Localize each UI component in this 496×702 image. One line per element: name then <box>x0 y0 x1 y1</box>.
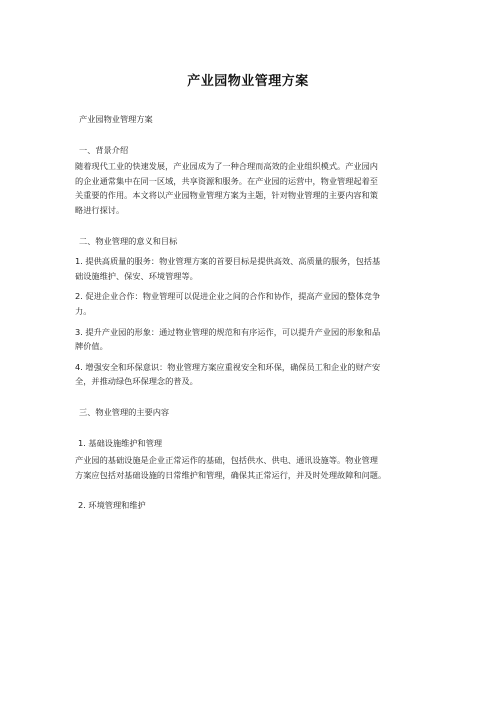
list-item-line: 础设施维护、保安、环境管理等。 <box>75 270 198 281</box>
list-item-line: 4. 增强安全和环保意识：物业管理方案应重视安全和环保，确保员工和企业的财产安 <box>75 361 381 372</box>
section-heading-background: 一、背景介绍 <box>79 144 129 155</box>
paragraph-line: 的企业通常集中在同一区域，共享资源和服务。在产业园的运营中，物业管理起着至 <box>75 175 378 186</box>
subsection-heading-infrastructure: 1. 基础设施维护和管理 <box>78 437 163 448</box>
document-body <box>75 112 427 513</box>
subsection-heading-environment: 2. 环境管理和维护 <box>78 500 146 511</box>
document-title: 产业园物业管理方案 <box>187 74 309 89</box>
paragraph-line: 随着现代工业的快速发展，产业园成为了一种合理而高效的企业组织模式。产业园内 <box>75 161 378 172</box>
list-item-line: 1. 提供高质量的服务：物业管理方案的首要目标是提供高效、高质量的服务，包括基 <box>75 256 381 267</box>
list-item-line: 牌价值。 <box>75 341 108 352</box>
list-item-line: 3. 提升产业园的形象：通过物业管理的规范和有序运作，可以提升产业园的形象和品 <box>75 326 381 337</box>
paragraph-line: 产业园的基础设施是企业正常运作的基础，包括供水、供电、通讯设施等。物业管理 <box>75 455 378 466</box>
list-item-line: 2. 促进企业合作：物业管理可以促进企业之间的合作和协作，提高产业园的整体竞争 <box>75 291 381 302</box>
list-item-line: 全，并推动绿色环保理念的普及。 <box>75 376 198 387</box>
document-subtitle: 产业园物业管理方案 <box>79 114 153 124</box>
paragraph-line: 略进行探讨。 <box>75 204 125 215</box>
section-heading-main-content: 三、物业管理的主要内容 <box>79 406 170 417</box>
list-item-line: 力。 <box>75 305 92 316</box>
paragraph-line: 关重要的作用。本文将以产业园物业管理方案为主题，针对物业管理的主要内容和策 <box>75 190 378 201</box>
paragraph-line: 方案应包括对基础设施的日常维护和管理，确保其正常运行，并及时处理故障和问题。 <box>75 469 387 480</box>
section-heading-significance: 二、物业管理的意义和目标 <box>79 235 178 246</box>
